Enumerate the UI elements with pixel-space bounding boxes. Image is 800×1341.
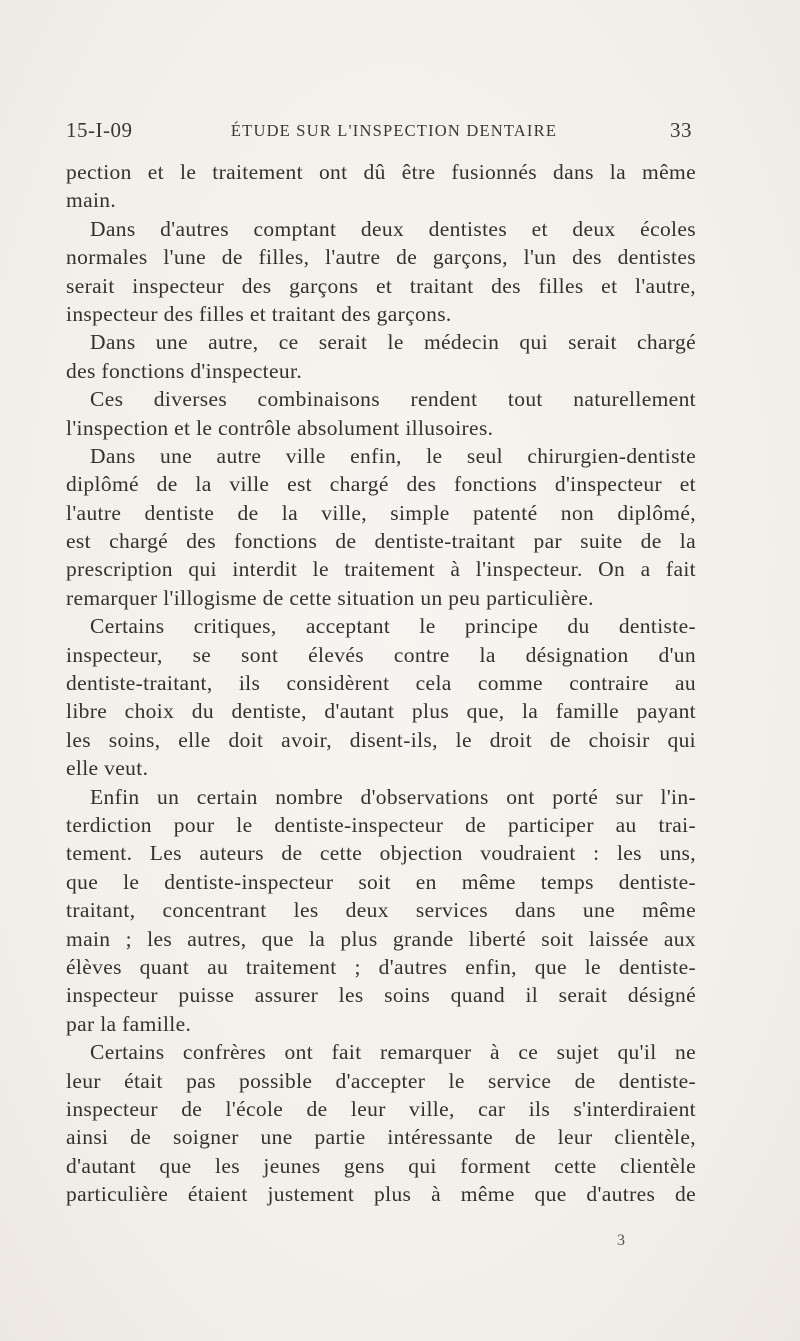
text-line: par la famille. [66,1011,192,1036]
text-line: libre choix du dentiste, d'autant plus que, la famille payant [66,699,696,724]
text-line: remarquer l'illogisme de cette situation un peu particulière. [66,585,594,610]
text-line: l'inspection et le contrôle absolument illusoires. [66,415,494,440]
text-line: Certains critiques, acceptant le principe du dentiste- [90,614,696,639]
body-text [66,158,696,1208]
text-line: particulière étaient justement plus à même que d'autres de [66,1182,696,1207]
text-line: leur était pas possible d'accepter le service de dentiste- [66,1068,696,1093]
text-line: main ; les autres, que la plus grande liberté soit laissée aux [66,926,696,951]
text-line: Enfin un certain nombre d'observations ont porté sur l'in- [90,784,696,809]
header-date: 15-I-09 [66,118,133,142]
text-line: pection et le traitement ont dû être fusionnés dans la même [66,160,696,184]
text-line: terdiction pour le dentiste-inspecteur de participer au trai- [66,812,696,837]
text-line: Dans une autre ville enfin, le seul chirurgien-dentiste [90,443,696,468]
text-line: des fonctions d'inspecteur. [66,358,303,383]
text-line: normales l'une de filles, l'autre de garçons, l'un des dentistes [66,245,696,270]
signature-mark: 3 [617,1232,625,1249]
page-number: 33 [670,118,692,142]
text-line: prescription qui interdit le traitement à l'inspecteur. On a fait [66,557,696,582]
text-line: diplômé de la ville est chargé des fonctions d'inspecteur et [66,472,696,497]
running-title: ÉTUDE SUR L'INSPECTION DENTAIRE [230,121,558,140]
text-line: Dans une autre, ce serait le médecin qui serait chargé [90,330,696,355]
text-line: l'autre dentiste de la ville, simple patenté non diplômé, [66,500,696,525]
text-line: Ces diverses combinaisons rendent tout naturellement [90,387,696,412]
text-line: Certains confrères ont fait remarquer à ce sujet qu'il ne [90,1040,696,1065]
text-line: inspecteur des filles et traitant des garçons. [66,301,452,326]
text-line: tement. Les auteurs de cette objection voudraient : les uns, [66,841,696,866]
text-line: main. [66,188,117,213]
text-line: les soins, elle doit avoir, disent-ils, le droit de choisir qui [66,727,696,752]
text-line: elle veut. [66,756,149,781]
text-line: inspecteur puisse assurer les soins quand il serait désigné [66,983,696,1008]
text-line: dentiste-traitant, ils considèrent cela comme contraire au [66,671,696,696]
text-line: que le dentiste-inspecteur soit en même temps dentiste- [66,869,696,894]
text-line: ainsi de soigner une partie intéressante de leur clientèle, [66,1125,696,1150]
text-line: traitant, concentrant les deux services dans une même [66,898,696,923]
text-line: est chargé des fonctions de dentiste-traitant par suite de la [66,529,696,554]
running-header [66,118,696,148]
text-line: inspecteur de l'école de leur ville, car ils s'interdiraient [66,1096,696,1121]
text-line: inspecteur, se sont élevés contre la désignation d'un [66,642,696,667]
text-line: Dans d'autres comptant deux dentistes et deux écoles [90,216,696,241]
text-line: serait inspecteur des garçons et traitant des filles et l'autre, [66,273,696,298]
text-line: élèves quant au traitement ; d'autres enfin, que le dentiste- [66,954,696,979]
text-line: d'autant que les jeunes gens qui forment cette clientèle [66,1153,696,1178]
